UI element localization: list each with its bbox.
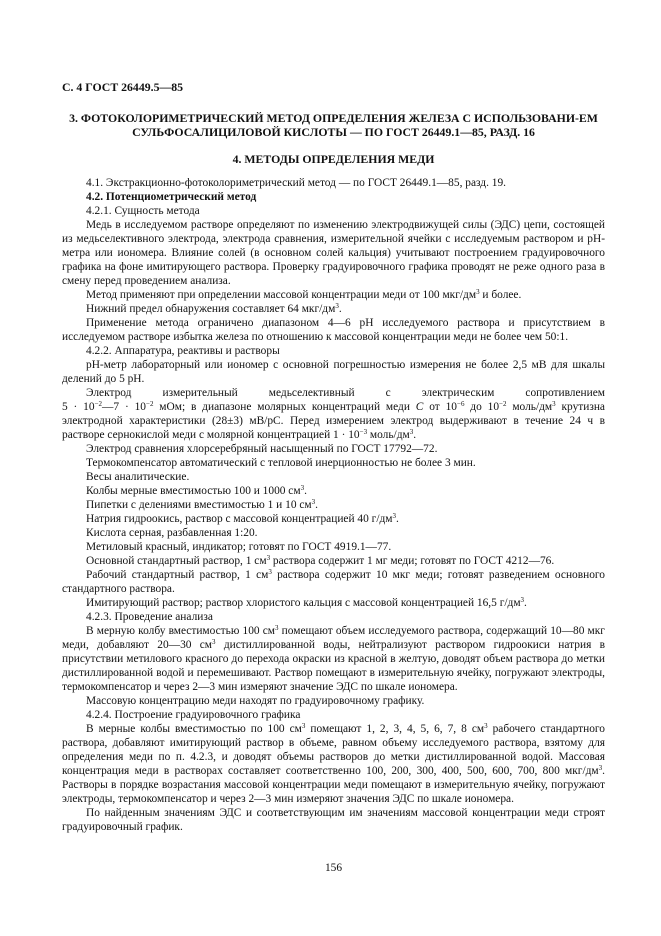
paragraph-calibration: В мерные колбы вместимостью по 100 $см^3$ помещают 1, 2, 3, 4, 5, 6, 7, 8 $см^3$ рабочего стандартного раствора, добавляют имитирующий раствор в объеме, равном объему исследуемого раствора, взятому для определения меди по п. 4.2.3, и доводят объемы растворов до метки дистиллированной водой. Массовая концентрация меди в растворах составляет соответственно 100, 200, 300, 400, 500, 600, 700, 800 мкг/$дм^3$. Растворы в порядке возрастания массовой концентрации меди помещают в измерительную ячейку, погружают электроды, термокомпенсатор и через 2—3 мин измеряют значения ЭДС по шкале иономера.	[62, 722, 605, 805]
paragraph-4-2-1: 4.2.1. Сущность метода	[86, 205, 200, 217]
paragraph-analysis: В мерную колбу вместимостью 100 $см^3$ помещают объем исследуемого раствора, содержащий 10—80 мкг меди, добавляют 20—30 $см^3$ дистиллированной воды, нейтрализуют раствором гидроокиси натрия в присутствии метилового красного до перехода окраски из красной в желтую, доводят объем раствора до метки дистиллированной водой и перемешивают. Раствор помещают в измерительную ячейку, погружают электроды, термокомпенсатор и через 2—3 мин измеряют значение ЭДС по шкале иономера.	[62, 624, 605, 693]
paragraph-thermocompensator: Термокомпенсатор автоматический с тепловой инерционностью не более 3 мин.	[86, 457, 476, 469]
paragraph-ph-meter: pH-метр лабораторный или иономер с основной погрешностью измерения не более 2,5 мВ для шкалы делений до 5 pH.	[62, 359, 605, 385]
paragraph-pipettes: Пипетки с делениями вместимостью 1 и 10 $см^3$.	[86, 498, 318, 511]
paragraph-electrode-line1: Электрод измерительный медьселективный с электрическим сопротивлением	[86, 387, 605, 399]
paragraph-detection-limit: Нижний предел обнаружения составляет 64 мкг/$дм^3$.	[86, 302, 342, 315]
paragraph-4-2-3: 4.2.3. Проведение анализа	[86, 611, 213, 623]
paragraph-final: По найденным значениям ЭДС и соответствующим им значениям массовой концентрации меди строят градуировочный график.	[62, 807, 605, 833]
paragraph-flasks: Колбы мерные вместимостью 100 и 1000 $см^3$.	[86, 484, 307, 497]
paragraph-mass-range: Метод применяют при определении массовой концентрации меди от 100 мкг/$дм^3$ и более.	[86, 288, 522, 301]
paragraph-stock-solution: Основной стандартный раствор, 1 $см^3$ раствора содержит 1 мг меди; готовят по ГОСТ 4212—76.	[86, 554, 555, 567]
paragraph-sodium-hydroxide: Натрия гидроокись, раствор с массовой концентрацией 40 $г/дм^3$.	[86, 512, 399, 525]
paragraph-4-1: 4.1. Экстракционно-фотоколориметрический метод — по ГОСТ 26449.1—85, разд. 19.	[86, 177, 507, 189]
paragraph-4-2-2: 4.2.2. Аппаратура, реактивы и растворы	[86, 345, 280, 357]
paragraph-imitating-solution: Имитирующий раствор; раствор хлористого кальция с массовой концентрацией 16,5 $г/дм^3$.	[86, 596, 527, 609]
section-3-title: 3. ФОТОКОЛОРИМЕТРИЧЕСКИЙ МЕТОД ОПРЕДЕЛЕНИЯ ЖЕЛЕЗА С ИСПОЛЬЗОВАНИ-ЕМ СУЛЬФОСАЛИЦИЛОВОЙ КИСЛОТЫ — ПО ГОСТ 26449.1—85, РАЗД. 16	[69, 111, 598, 139]
page-number: 156	[324, 862, 343, 874]
paragraph-methyl-red: Метиловый красный, индикатор; готовят по ГОСТ 4919.1—77.	[86, 541, 392, 553]
section-4-title: 4. МЕТОДЫ ОПРЕДЕЛЕНИЯ МЕДИ	[232, 152, 435, 166]
page-header: С. 4 ГОСТ 26449.5—85	[62, 80, 184, 94]
paragraph-sulfuric-acid: Кислота серная, разбавленная 1:20.	[86, 527, 258, 539]
paragraph-principle: Медь в исследуемом растворе определяют по изменению электродвижущей силы (ЭДС) цепи, состоящей из медьселективного электрода, электрода сравнения, измерительной ячейки с исследуемым раствором и pH-метра или иономера. Влияние солей (в основном солей кальция) учитывают построением градуировочного графика на фоне имитирующего раствора. Проверку градуировочного графика проводят не реже одного раза в смену перед проведением анализа.	[62, 219, 605, 287]
paragraph-reference-electrode: Электрод сравнения хлорсеребряный насыщенный по ГОСТ 17792—72.	[86, 443, 438, 455]
paragraph-4-2-heading: 4.2. Потенциометрический метод	[86, 191, 257, 203]
document-body	[62, 176, 605, 834]
paragraph-limitations: Применение метода ограничено диапазоном 4—6 pH исследуемого раствора и присутствием в исследуемом растворе избытка железа по отношению к массовой концентрации меди не более чем 50:1.	[62, 317, 605, 343]
paragraph-mass-found: Массовую концентрацию меди находят по градуировочному графику.	[86, 695, 425, 707]
paragraph-scales: Весы аналитические.	[86, 471, 190, 483]
paragraph-electrode: $5 \cdot 10^{-2}—7 \cdot 10^{-2}$ мОм; в диапазоне молярных концентраций меди C от $10^{-6}$ до $10^{-2}$ моль/$дм^3$ крутизна электродной характеристики (28±3) мВ/pC. Перед измерением электрод выдерживают в течение 24 ч в растворе сернокислой меди с молярной концентрацией $1 \cdot 10^{-3}$ моль/$дм^3$.	[62, 400, 605, 441]
paragraph-working-solution: Рабочий стандартный раствор, 1 $см^3$ раствора содержит 10 мкг меди; готовят разведением основного стандартного раствора.	[62, 568, 605, 595]
paragraph-4-2-4: 4.2.4. Построение градуировочного графика	[86, 709, 301, 721]
